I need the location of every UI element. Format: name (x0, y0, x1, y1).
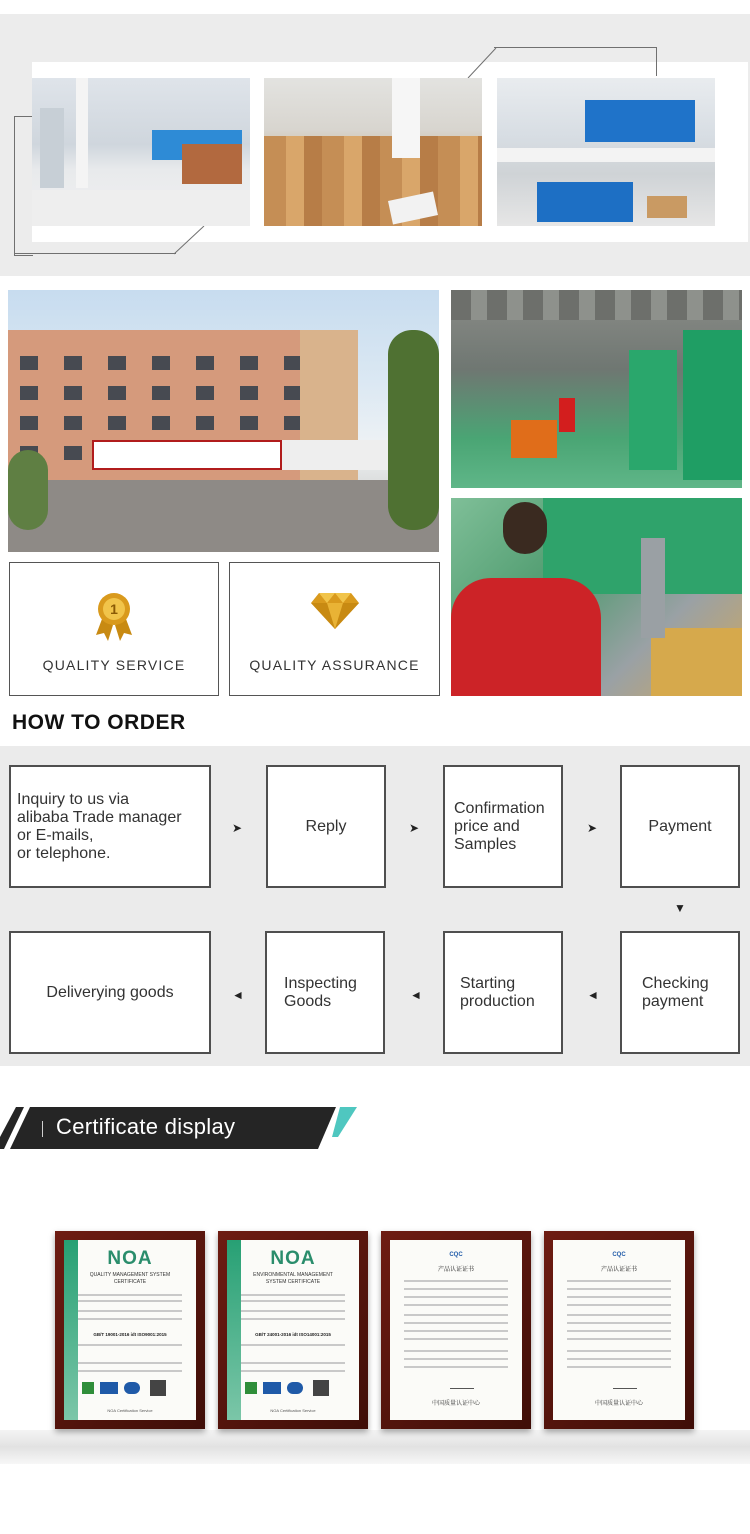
quality-assurance-card (229, 562, 440, 696)
decor-line-bottom (14, 253, 176, 254)
certificate-heading: QUALITY MANAGEMENT SYSTEM (89, 1272, 171, 1278)
order-step-confirmation (443, 765, 563, 888)
certificate-frame-quality (55, 1231, 205, 1429)
arrow-right-icon: ➤ (232, 821, 243, 835)
certificate-footer: NOA Certification Service (107, 1408, 153, 1413)
step-text: Confirmation (454, 799, 545, 817)
quality-service-label: QUALITY SERVICE (42, 657, 186, 673)
step-text: Inspecting (284, 974, 357, 992)
certificate-title-divider (42, 1121, 43, 1137)
noa-logo: NOA (270, 1248, 316, 1269)
step-text: Payment (648, 817, 712, 835)
step-text: Deliverying goods (46, 983, 174, 1001)
noa-logo: NOA (107, 1248, 153, 1269)
step-text: Starting (460, 974, 516, 992)
arrow-right-icon: ➤ (587, 821, 598, 835)
factory-building-photo (8, 290, 439, 552)
step-text: or E-mails, (17, 826, 94, 844)
certificate-subheading: CERTIFICATE (113, 1279, 147, 1285)
warehouse-photo-workbench (497, 78, 715, 226)
warehouse-photo-cartons (264, 78, 482, 226)
certificate-standard: GB/T 24001-2016 idt ISO14001:2015 (255, 1332, 331, 1337)
step-text: Checking (642, 974, 709, 992)
diamond-icon (309, 591, 361, 631)
step-text: payment (642, 992, 704, 1010)
order-step-payment (620, 765, 740, 888)
order-step-reply (266, 765, 386, 888)
certificate-subheading: SYSTEM CERTIFICATE (265, 1279, 321, 1285)
order-step-inspecting (265, 931, 385, 1054)
production-floor-photo (451, 290, 742, 488)
certificate-paper (227, 1240, 359, 1420)
cqc-logo: CQC (612, 1252, 626, 1258)
step-text: Samples (454, 835, 517, 853)
medal-number: 1 (110, 601, 118, 617)
worker-at-press-photo (451, 498, 742, 696)
certificate-heading: 产品认证证书 (600, 1267, 637, 1273)
decor-line-left (14, 116, 33, 256)
order-step-checking-payment (620, 931, 740, 1054)
step-text: or telephone. (17, 844, 111, 862)
certificate-heading: 产品认证证书 (437, 1267, 474, 1273)
how-to-order-heading: HOW TO ORDER (12, 711, 186, 734)
arrow-left-icon: ◄ (232, 988, 244, 1002)
arrow-down-icon: ▼ (674, 901, 686, 915)
display-shelf (0, 1430, 750, 1464)
certificate-paper (390, 1240, 522, 1420)
medal-icon (94, 591, 134, 641)
order-step-delivering (9, 931, 211, 1054)
certificate-frame-environmental (218, 1231, 368, 1429)
step-text: price and (454, 817, 520, 835)
certificate-footer: 中国质量认证中心 (431, 1401, 480, 1407)
step-text: Goods (284, 992, 332, 1010)
arrow-left-icon: ◄ (410, 988, 422, 1002)
step-text: Reply (305, 817, 347, 835)
step-text: production (460, 992, 535, 1010)
cqc-logo: CQC (449, 1252, 463, 1258)
step-text: Inquiry to us via (17, 790, 130, 808)
certificate-paper (553, 1240, 685, 1420)
decor-line-diag-bottom (170, 222, 210, 256)
step-text: alibaba Trade manager (17, 808, 182, 826)
certificate-frame-cqc-2 (544, 1231, 694, 1429)
arrow-left-icon: ◄ (587, 988, 599, 1002)
certificate-title: Certificate display (56, 1114, 236, 1139)
order-step-production (443, 931, 563, 1054)
certificate-paper (64, 1240, 196, 1420)
decor-line-top (494, 47, 657, 76)
warehouse-photo-shelves (32, 78, 250, 226)
certificate-frame-cqc-1 (381, 1231, 531, 1429)
order-step-inquiry (9, 765, 211, 888)
certificate-footer: 中国质量认证中心 (594, 1401, 643, 1407)
certificate-footer: NOA Certification Service (270, 1408, 316, 1413)
quality-service-card (9, 562, 219, 696)
certificate-heading: ENVIRONMENTAL MANAGEMENT (253, 1272, 333, 1278)
quality-assurance-label: QUALITY ASSURANCE (249, 657, 420, 673)
arrow-right-icon: ➤ (409, 821, 420, 835)
certificate-standard: GB/T 19001-2016 idt ISO9001:2015 (93, 1332, 167, 1337)
